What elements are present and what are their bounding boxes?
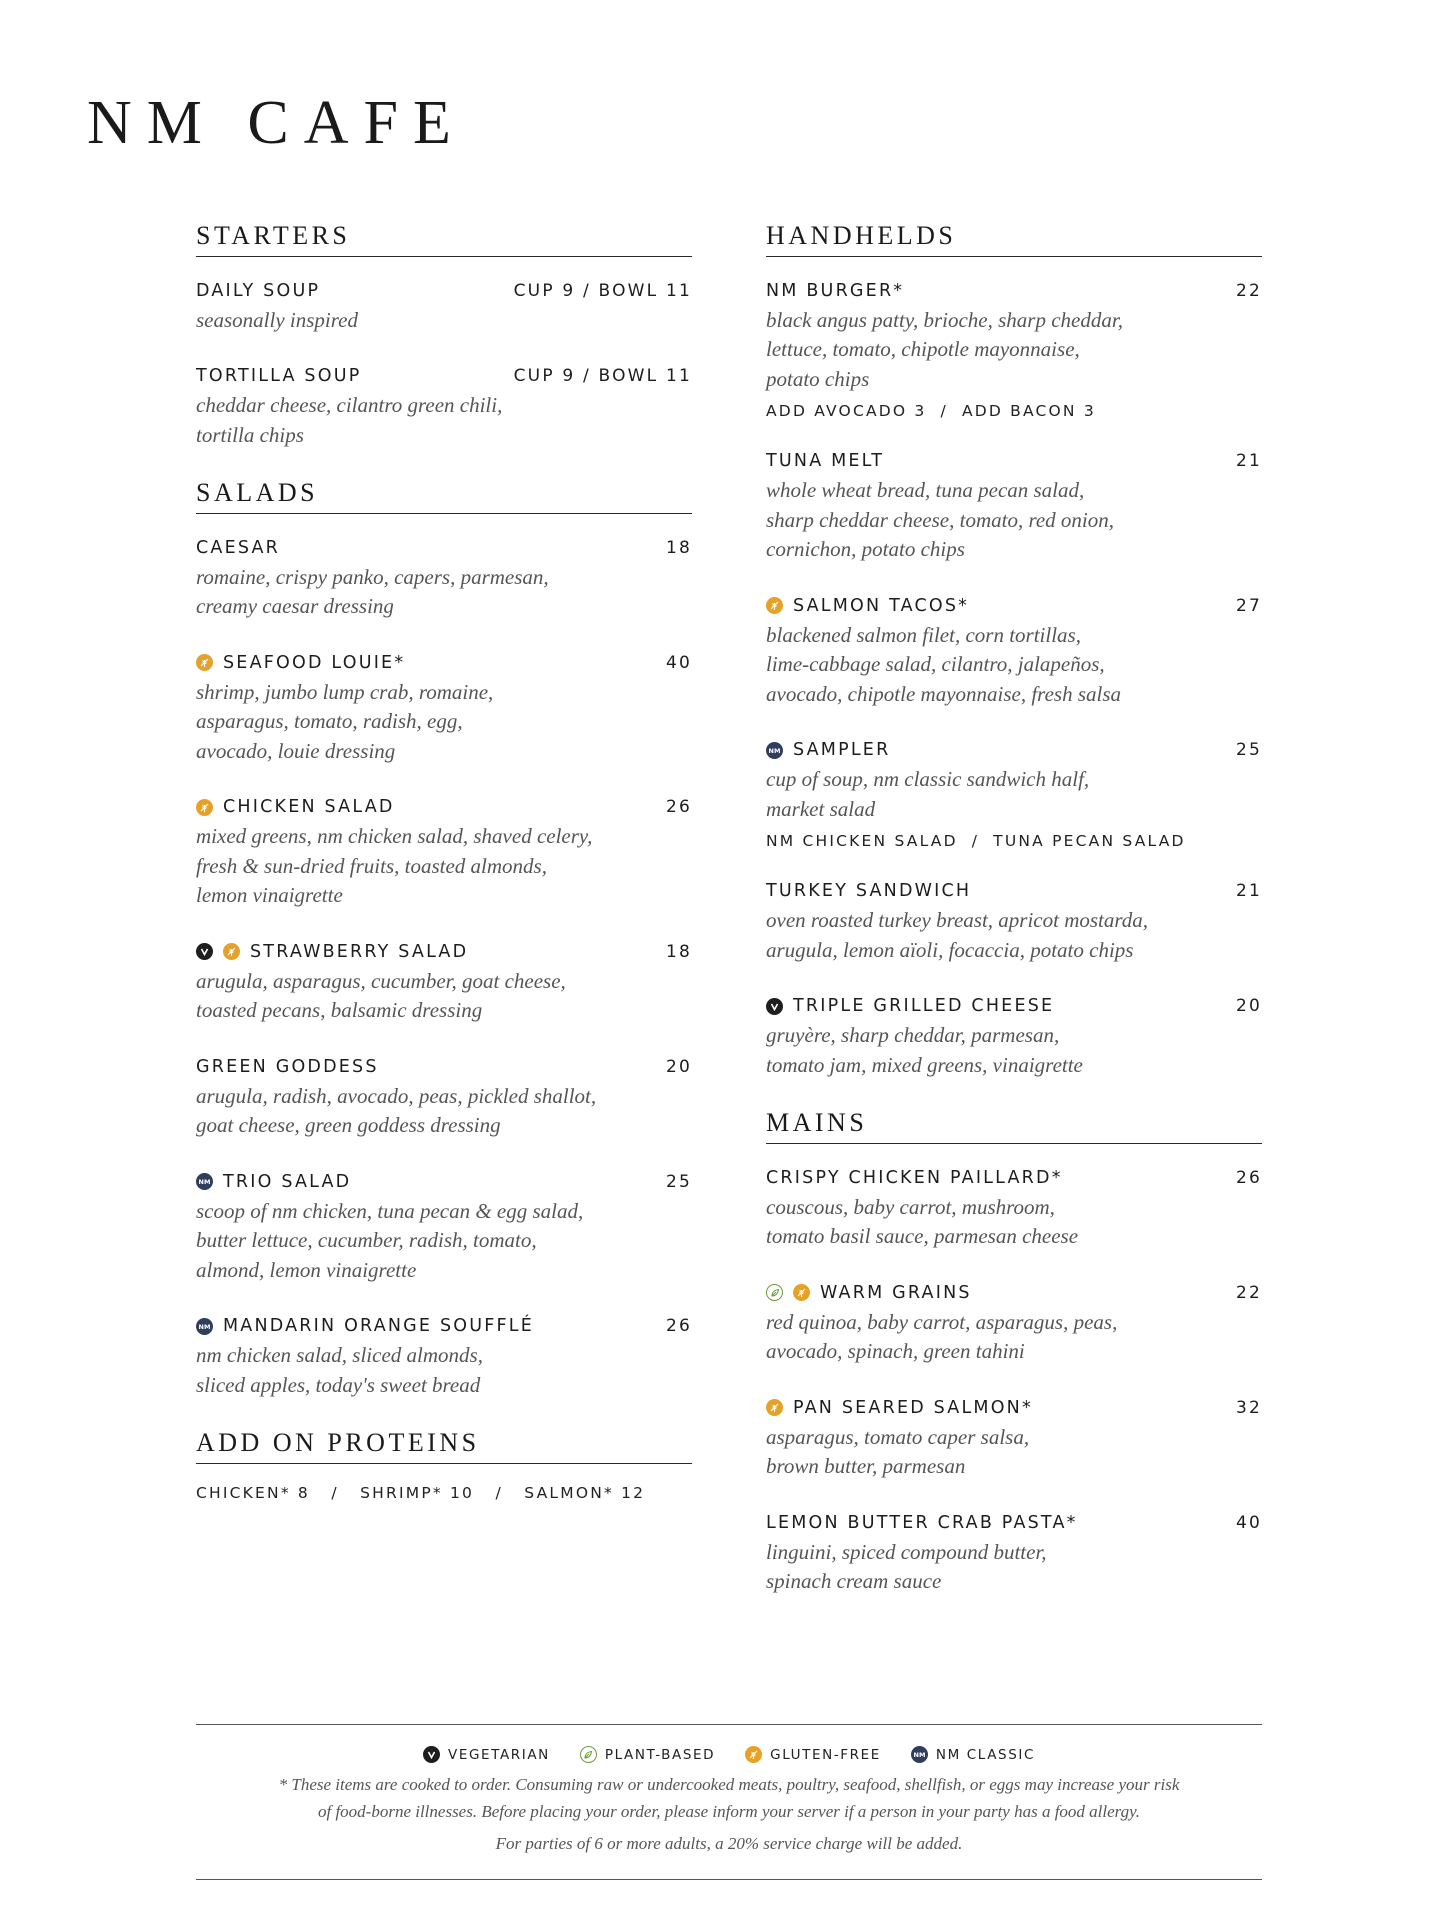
item-price: 25 [665, 1171, 692, 1192]
menu-item-crispy-chicken-paillard [766, 1166, 1262, 1252]
item-price: 21 [1235, 881, 1262, 902]
legend-plant-based [580, 1746, 715, 1763]
item-description: couscous, baby carrot, mushroom, tomato basil sauce, parmesan cheese [766, 1194, 1079, 1249]
item-name: CHICKEN SALAD [223, 797, 395, 818]
vegetarian-icon [423, 1746, 440, 1763]
item-name: LEMON BUTTER CRAB PASTA* [766, 1512, 1078, 1533]
menu-item-lemon-butter-crab-pasta [766, 1511, 1262, 1597]
menu-item-warm-grains [766, 1281, 1262, 1367]
item-description: cheddar cheese, cilantro green chili, tortilla chips [196, 393, 503, 447]
legend-label: NM CLASSIC [935, 1746, 1035, 1763]
gluten-free-icon [766, 597, 783, 614]
proteins-list: CHICKEN* 8 / SHRIMP* 10 / SALMON* 12 [196, 1483, 646, 1502]
item-description: gruyère, sharp cheddar, parmesan, tomato jam, mixed greens, vinaigrette [766, 1023, 1083, 1077]
item-description: linguini, spiced compound butter, spinach cream sauce [766, 1539, 1047, 1594]
item-description: romaine, crispy panko, capers, parmesan, creamy caesar dressing [196, 564, 549, 619]
section-title-mains: MAINS [766, 1109, 1262, 1144]
salads-section [196, 479, 692, 1400]
item-price: 40 [665, 652, 692, 673]
item-name: GREEN GODDESS [196, 1056, 379, 1077]
menu-item-pan-seared-salmon [766, 1396, 1262, 1482]
section-title-add-on-proteins: ADD ON PROTEINS [196, 1429, 692, 1464]
menu-item-tuna-melt [766, 449, 1262, 565]
gluten-free-icon [223, 943, 240, 960]
menu-item-strawberry-salad [196, 940, 692, 1026]
svg-text:NM: NM [198, 1178, 211, 1187]
nm-classic-icon [766, 742, 783, 759]
menu-item-daily-soup [196, 279, 692, 336]
nm-classic-icon [196, 1318, 213, 1335]
item-price: 25 [1235, 740, 1262, 761]
section-title-salads: SALADS [196, 479, 692, 514]
item-description: nm chicken salad, sliced almonds, sliced apples, today's sweet bread [196, 1343, 483, 1397]
legend-gluten-free [745, 1746, 881, 1763]
item-price: 26 [665, 797, 692, 818]
section-title-handhelds: HANDHELDS [766, 222, 1262, 257]
gluten-free-icon [766, 1399, 783, 1416]
section-title-starters: STARTERS [196, 222, 692, 257]
item-addons: ADD AVOCADO 3 / ADD BACON 3 [766, 402, 1096, 421]
vegetarian-icon [766, 998, 783, 1015]
menu-item-green-goddess [196, 1055, 692, 1141]
legend-label: GLUTEN-FREE [770, 1746, 881, 1763]
item-name: NM BURGER* [766, 280, 905, 301]
menu-item-chicken-salad [196, 795, 692, 911]
item-price: 40 [1235, 1512, 1262, 1533]
item-description: oven roasted turkey breast, apricot mostarda, arugula, lemon aïoli, focaccia, potato chips [766, 908, 1149, 962]
item-name: WARM GRAINS [820, 1282, 972, 1303]
legend-label: VEGETARIAN [447, 1746, 550, 1763]
item-name: SEAFOOD LOUIE* [223, 652, 406, 673]
item-name: TORTILLA SOUP [196, 366, 362, 387]
item-name: SALMON TACOS* [793, 595, 970, 616]
item-price: 26 [665, 1316, 692, 1337]
item-price: 20 [1235, 996, 1262, 1017]
starters-section [196, 222, 692, 450]
item-description: arugula, asparagus, cucumber, goat cheese, toasted pecans, balsamic dressing [196, 968, 566, 1023]
nm-classic-icon [911, 1746, 928, 1763]
item-description: black angus patty, brioche, sharp cheddar, lettuce, tomato, chipotle mayonnaise, potato chips [766, 307, 1123, 391]
item-name: CRISPY CHICKEN PAILLARD* [766, 1167, 1063, 1188]
item-description: asparagus, tomato caper salsa, brown butter, parmesan [766, 1424, 1030, 1479]
right-column [766, 222, 1262, 1626]
dietary-legend [196, 1746, 1262, 1763]
menu-item-caesar [196, 536, 692, 622]
item-name: SAMPLER [793, 740, 891, 761]
service-charge-note: For parties of 6 or more adults, a 20% service charge will be added. [495, 1834, 963, 1853]
menu-item-salmon-tacos [766, 594, 1262, 710]
left-column [196, 222, 692, 1502]
gluten-free-icon [196, 654, 213, 671]
menu-item-mandarin-orange-souffle [196, 1314, 692, 1400]
handhelds-section [766, 222, 1262, 1080]
plant-based-icon [766, 1284, 783, 1301]
item-description: red quinoa, baby carrot, asparagus, peas, avocado, spinach, green tahini [766, 1309, 1118, 1364]
menu-item-triple-grilled-cheese [766, 994, 1262, 1080]
gluten-free-icon [745, 1746, 762, 1763]
svg-text:NM: NM [913, 1751, 926, 1759]
item-description: whole wheat bread, tuna pecan salad, sharp cheddar cheese, tomato, red onion, cornichon, potato chips [766, 478, 1114, 562]
item-description: cup of soup, nm classic sandwich half, market salad [766, 767, 1090, 821]
menu-item-trio-salad [196, 1170, 692, 1286]
svg-text:NM: NM [768, 746, 781, 755]
item-price: 26 [1235, 1167, 1262, 1188]
menu-item-tortilla-soup [196, 364, 692, 450]
item-price: 32 [1235, 1397, 1262, 1418]
legend-label: PLANT-BASED [604, 1746, 716, 1763]
menu-item-turkey-sandwich [766, 879, 1262, 965]
item-price: 21 [1235, 451, 1262, 472]
svg-text:NM: NM [198, 1322, 211, 1331]
item-name: PAN SEARED SALMON* [793, 1397, 1033, 1418]
item-price: 27 [1235, 595, 1262, 616]
item-description: mixed greens, nm chicken salad, shaved celery, fresh & sun-dried fruits, toasted almonds, lemon vinaigrette [196, 824, 593, 908]
vegetarian-icon [196, 943, 213, 960]
item-name: STRAWBERRY SALAD [250, 941, 469, 962]
item-name: DAILY SOUP [196, 280, 321, 301]
nm-classic-icon [196, 1173, 213, 1190]
item-description: shrimp, jumbo lump crab, romaine, asparagus, tomato, radish, egg, avocado, louie dressing [196, 679, 494, 763]
item-addons: NM CHICKEN SALAD / TUNA PECAN SALAD [766, 832, 1186, 851]
item-name: MANDARIN ORANGE SOUFFLÉ [223, 1316, 534, 1337]
add-on-proteins-section [196, 1429, 692, 1502]
item-description: seasonally inspired [196, 307, 358, 332]
plant-based-icon [580, 1746, 597, 1763]
item-name: TUNA MELT [766, 451, 885, 472]
item-description: arugula, radish, avocado, peas, pickled shallot, goat cheese, green goddess dressing [196, 1083, 597, 1138]
item-price: 22 [1235, 1282, 1262, 1303]
item-name: CAESAR [196, 537, 281, 558]
brand-title: NM CAFE [87, 89, 466, 157]
item-description: scoop of nm chicken, tuna pecan & egg salad, butter lettuce, cucumber, radish, tomato, almond, lemon vinaigrette [196, 1198, 584, 1282]
allergy-disclaimer: * These items are cooked to order. Consuming raw or undercooked meats, poultry, seafood, shellfish, or eggs may increase your risk of food-borne illnesses. Before placing your order, please inform your server if a person in your party has a food allergy. [278, 1775, 1180, 1821]
legend-vegetarian [423, 1746, 550, 1763]
item-description: blackened salmon filet, corn tortillas, lime-cabbage salad, cilantro, jalapeños, avocado, chipotle mayonnaise, fresh salsa [766, 622, 1122, 706]
gluten-free-icon [793, 1284, 810, 1301]
footer [196, 1724, 1262, 1880]
menu-item-nm-burger [766, 279, 1262, 421]
mains-section [766, 1109, 1262, 1597]
item-name: TURKEY SANDWICH [766, 881, 972, 902]
item-price: 18 [665, 941, 692, 962]
item-price: CUP 9 / BOWL 11 [513, 366, 692, 387]
item-price: CUP 9 / BOWL 11 [513, 280, 692, 301]
menu-item-seafood-louie [196, 651, 692, 767]
item-name: TRIO SALAD [223, 1171, 352, 1192]
item-price: 20 [665, 1056, 692, 1077]
gluten-free-icon [196, 799, 213, 816]
item-name: TRIPLE GRILLED CHEESE [793, 996, 1055, 1017]
legend-nm-classic [911, 1746, 1035, 1763]
item-price: 22 [1235, 280, 1262, 301]
menu-item-sampler [766, 738, 1262, 850]
item-price: 18 [665, 537, 692, 558]
